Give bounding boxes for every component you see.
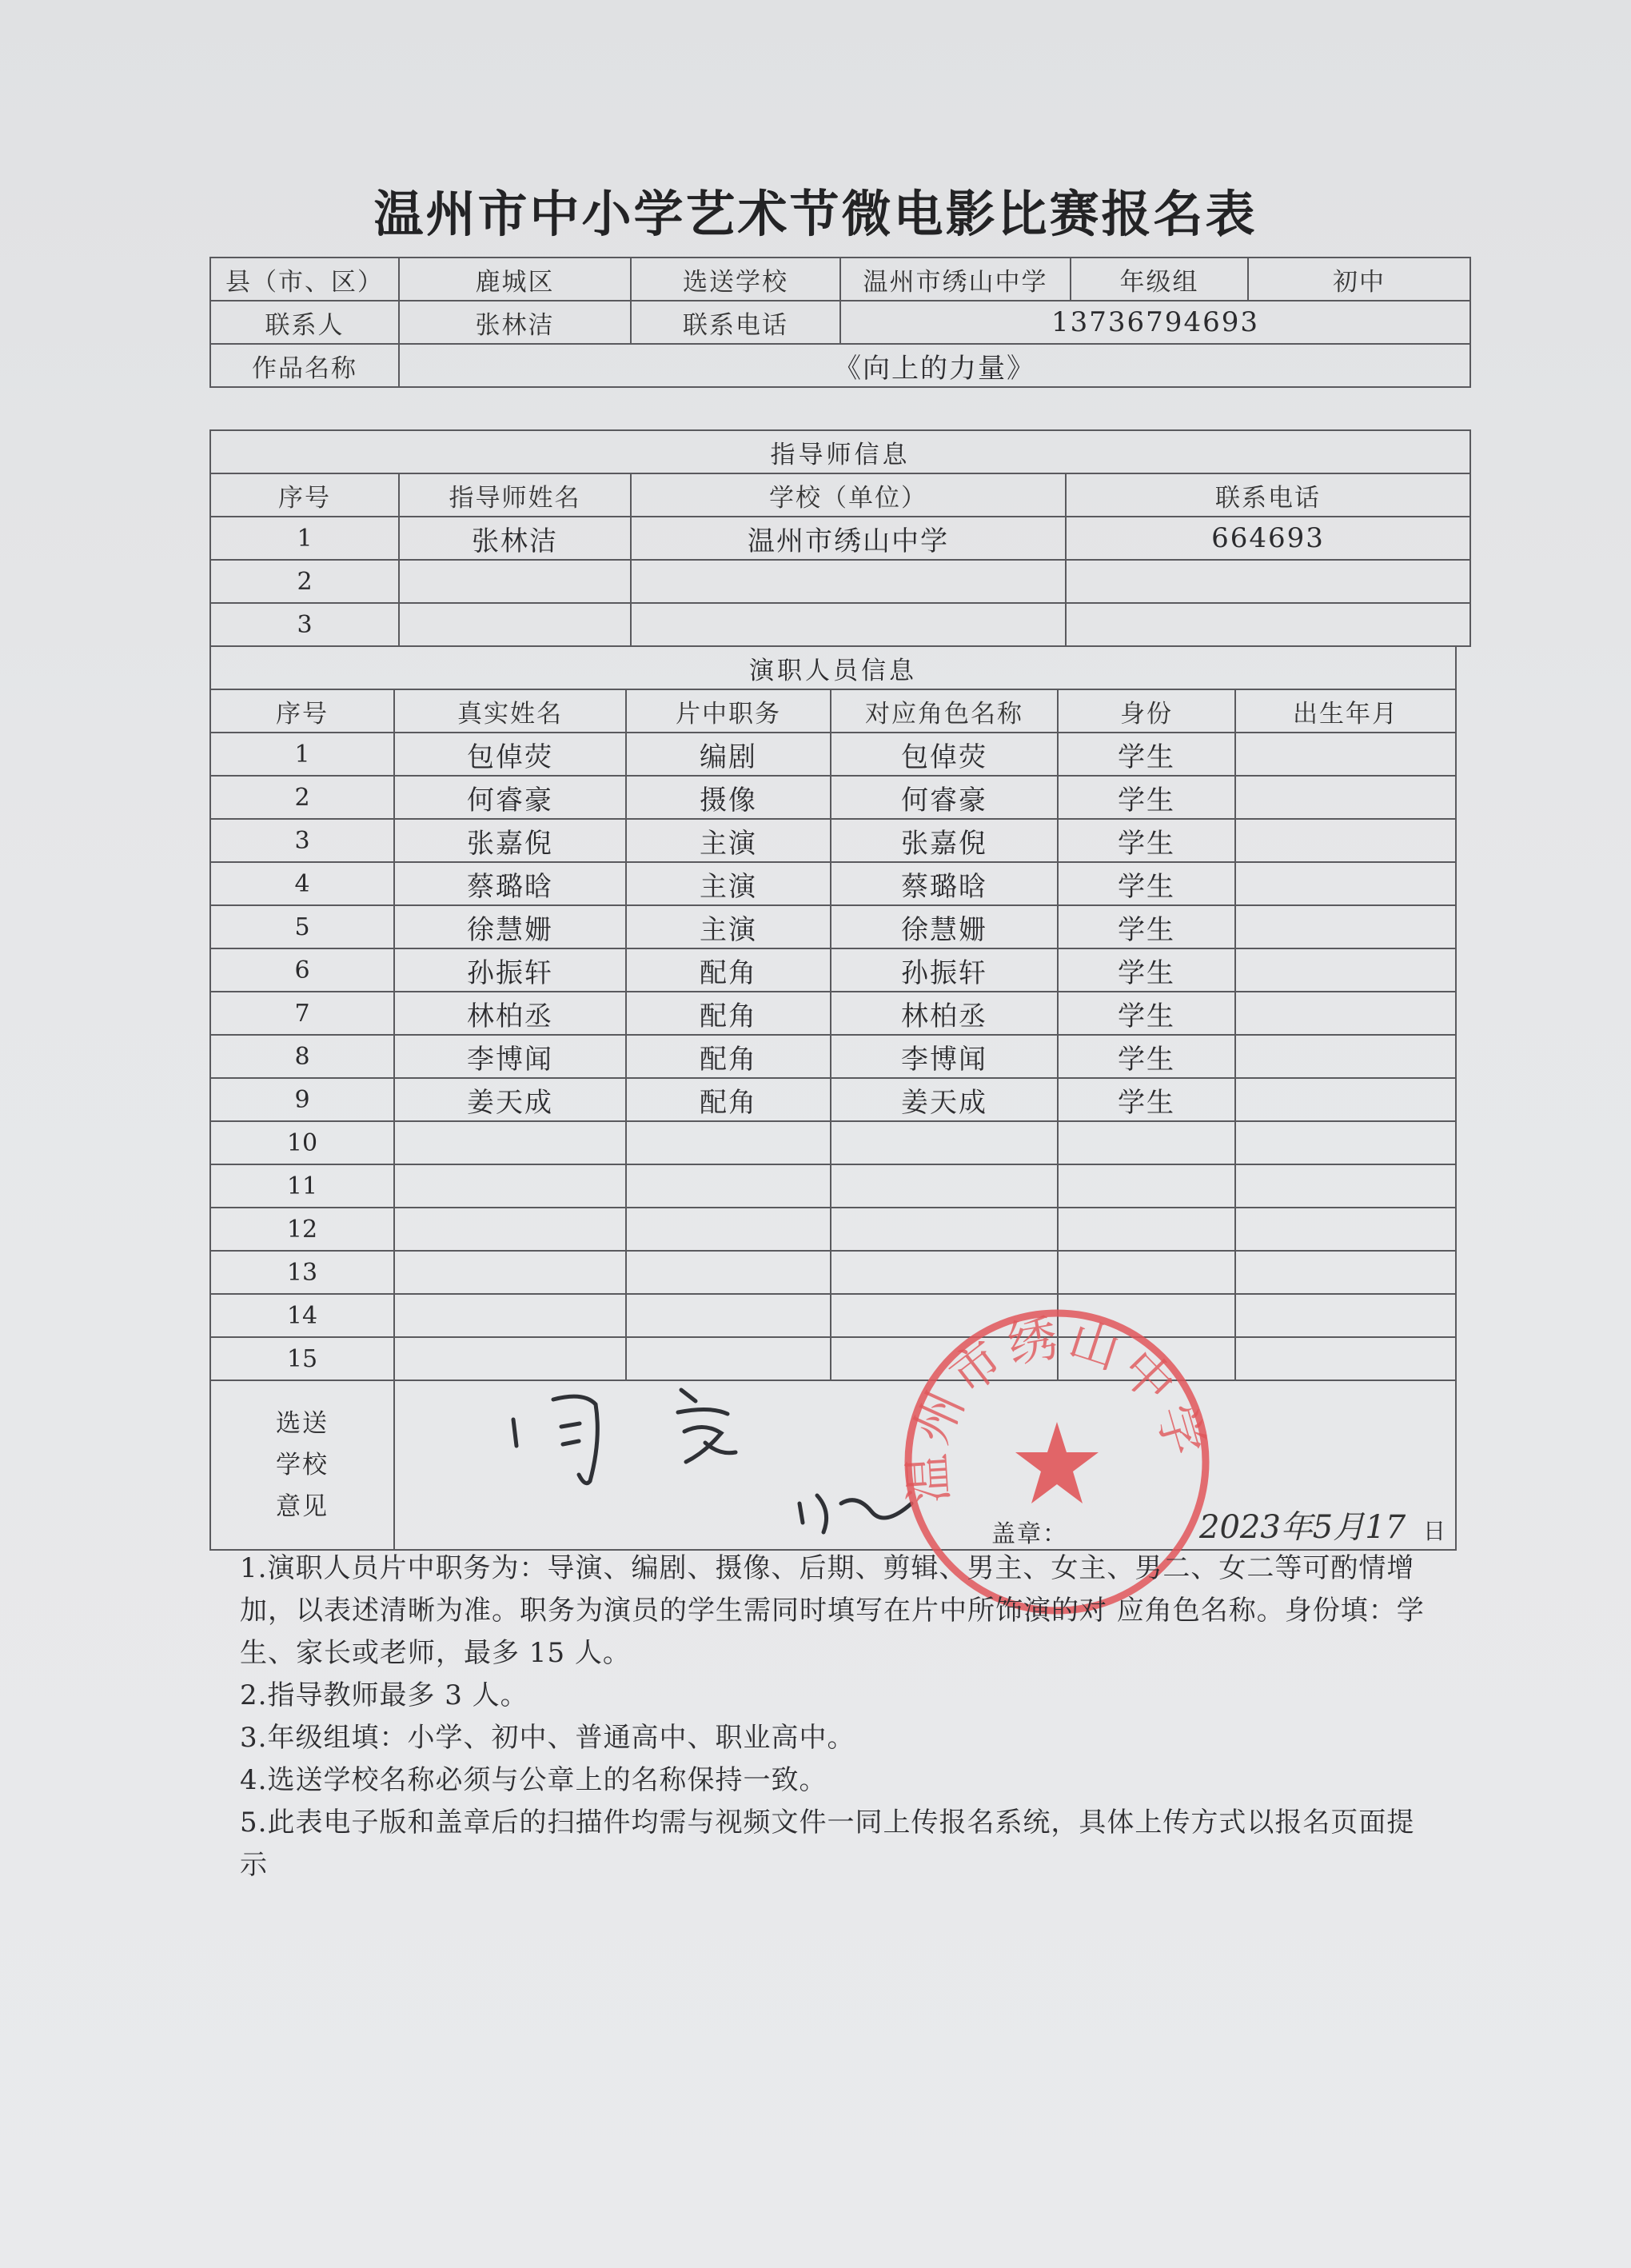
cast-identity: 学生 <box>1058 862 1235 905</box>
cast-role <box>831 1121 1058 1164</box>
column-header: 身份 <box>1058 689 1235 733</box>
cast-birth <box>1235 1121 1456 1164</box>
cast-identity <box>1058 1251 1235 1294</box>
work-label: 作品名称 <box>210 344 399 387</box>
cast-birth <box>1235 1035 1456 1078</box>
seal-text: 温州市绣山中学 <box>897 1308 1217 1505</box>
cast-no: 7 <box>210 992 394 1035</box>
cast-birth <box>1235 776 1456 819</box>
cast-role: 李博闻 <box>831 1035 1058 1078</box>
cast-identity: 学生 <box>1058 992 1235 1035</box>
cast-birth <box>1235 948 1456 992</box>
cast-rows <box>210 733 1456 1380</box>
cast-duty <box>626 1251 831 1294</box>
column-header: 真实姓名 <box>394 689 626 733</box>
header-row-2 <box>210 301 1470 344</box>
cast-name <box>394 1164 626 1208</box>
cast-duty: 配角 <box>626 1035 831 1078</box>
cast-birth <box>1235 905 1456 948</box>
cast-identity: 学生 <box>1058 1078 1235 1121</box>
cast-identity: 学生 <box>1058 733 1235 776</box>
cast-name <box>394 1121 626 1164</box>
header-row-3 <box>210 344 1470 387</box>
cast-no: 10 <box>210 1121 394 1164</box>
teacher-section-title: 指导师信息 <box>210 430 1470 473</box>
notes-section <box>240 1547 1439 1887</box>
column-header: 出生年月 <box>1235 689 1456 733</box>
cast-role: 张嘉倪 <box>831 819 1058 862</box>
cast-role: 林柏丞 <box>831 992 1058 1035</box>
teacher-row <box>210 603 1470 646</box>
cast-row <box>210 819 1456 862</box>
county-value: 鹿城区 <box>399 258 631 301</box>
cast-birth <box>1235 862 1456 905</box>
cast-identity <box>1058 1121 1235 1164</box>
cast-row <box>210 992 1456 1035</box>
teacher-section-row <box>210 430 1470 473</box>
cast-no: 8 <box>210 1035 394 1078</box>
column-header: 片中职务 <box>626 689 831 733</box>
teacher-no: 1 <box>210 517 399 560</box>
school-value: 温州市绣山中学 <box>840 258 1071 301</box>
column-header: 对应角色名称 <box>831 689 1058 733</box>
cast-birth <box>1235 733 1456 776</box>
cast-name <box>394 1294 626 1337</box>
teacher-table <box>209 429 1471 647</box>
county-label: 县（市、区） <box>210 258 399 301</box>
teacher-school <box>631 560 1066 603</box>
cast-identity: 学生 <box>1058 1035 1235 1078</box>
cast-name <box>394 1337 626 1380</box>
teacher-phone <box>1066 560 1470 603</box>
contact-label: 联系人 <box>210 301 399 344</box>
cast-no: 12 <box>210 1208 394 1251</box>
cast-birth <box>1235 1251 1456 1294</box>
column-header: 联系电话 <box>1066 473 1470 517</box>
note-item: 3.年级组填：小学、初中、普通高中、职业高中。 <box>240 1722 855 1754</box>
opinion-label-line: 意见 <box>276 1492 329 1521</box>
cast-row <box>210 1035 1456 1078</box>
cast-duty: 摄像 <box>626 776 831 819</box>
cast-role <box>831 1164 1058 1208</box>
teacher-school <box>631 603 1066 646</box>
cast-no: 6 <box>210 948 394 992</box>
cast-name <box>394 1208 626 1251</box>
cast-duty: 主演 <box>626 905 831 948</box>
cast-no: 11 <box>210 1164 394 1208</box>
cast-row <box>210 1337 1456 1380</box>
cast-identity: 学生 <box>1058 905 1235 948</box>
cast-row <box>210 733 1456 776</box>
cast-row <box>210 1078 1456 1121</box>
cast-no: 3 <box>210 819 394 862</box>
cast-role: 徐慧姗 <box>831 905 1058 948</box>
teacher-row <box>210 517 1470 560</box>
school-label: 选送学校 <box>631 258 840 301</box>
cast-no: 1 <box>210 733 394 776</box>
cast-no: 15 <box>210 1337 394 1380</box>
cast-duty <box>626 1121 831 1164</box>
teacher-header-row <box>210 473 1470 517</box>
cast-name: 徐慧姗 <box>394 905 626 948</box>
cast-no: 2 <box>210 776 394 819</box>
cast-role: 孙振轩 <box>831 948 1058 992</box>
teacher-name <box>399 603 631 646</box>
cast-row <box>210 1121 1456 1164</box>
cast-identity: 学生 <box>1058 819 1235 862</box>
phone-value: 13736794693 <box>840 301 1470 344</box>
cast-row <box>210 1251 1456 1294</box>
cast-row <box>210 905 1456 948</box>
column-header: 序号 <box>210 473 399 517</box>
cast-row <box>210 862 1456 905</box>
teacher-row <box>210 560 1470 603</box>
cast-section-title: 演职人员信息 <box>210 646 1456 689</box>
teacher-name: 张林洁 <box>399 517 631 560</box>
cast-header-row <box>210 689 1456 733</box>
cast-birth <box>1235 1078 1456 1121</box>
cast-duty <box>626 1294 831 1337</box>
cast-name: 何睿豪 <box>394 776 626 819</box>
cast-identity: 学生 <box>1058 948 1235 992</box>
cast-name: 李博闻 <box>394 1035 626 1078</box>
cast-row <box>210 1164 1456 1208</box>
column-header: 序号 <box>210 689 394 733</box>
column-header: 学校（单位） <box>631 473 1066 517</box>
contact-value: 张林洁 <box>399 301 631 344</box>
teacher-no: 3 <box>210 603 399 646</box>
cast-name: 蔡璐晗 <box>394 862 626 905</box>
cast-name: 姜天成 <box>394 1078 626 1121</box>
cast-duty <box>626 1164 831 1208</box>
cast-role: 蔡璐晗 <box>831 862 1058 905</box>
cast-no: 13 <box>210 1251 394 1294</box>
cast-name: 张嘉倪 <box>394 819 626 862</box>
teacher-phone <box>1066 603 1470 646</box>
cast-role <box>831 1251 1058 1294</box>
cast-name: 孙振轩 <box>394 948 626 992</box>
cast-section-row <box>210 646 1456 689</box>
work-value: 《向上的力量》 <box>399 344 1470 387</box>
cast-duty: 配角 <box>626 992 831 1035</box>
note-item: 1.演职人员片中职务为：导演、编剧、摄像、后期、剪辑、男主、女主、男二、女二等可酌情增加，以表述清晰为准。职务为演员的学生需同时填写在片中所饰演的对 应角色名称。身份填：学生、家长或老师，最多 15 人。 <box>240 1552 1425 1669</box>
cast-role: 包倬荧 <box>831 733 1058 776</box>
cast-birth <box>1235 819 1456 862</box>
cast-birth <box>1235 1294 1456 1337</box>
grade-label: 年级组 <box>1071 258 1248 301</box>
form-title: 温州市中小学艺术节微电影比赛报名表 <box>373 185 1258 243</box>
teacher-name <box>399 560 631 603</box>
grade-value: 初中 <box>1248 258 1470 301</box>
cast-role: 姜天成 <box>831 1078 1058 1121</box>
date-suffix: 日 <box>1423 1518 1446 1544</box>
cast-role: 何睿豪 <box>831 776 1058 819</box>
cast-identity: 学生 <box>1058 776 1235 819</box>
stamp-label: 盖章： <box>991 1520 1068 1548</box>
cast-identity <box>1058 1208 1235 1251</box>
cast-role <box>831 1208 1058 1251</box>
cast-birth <box>1235 1337 1456 1380</box>
handwritten-date: 2023年5月17 <box>1199 1509 1406 1546</box>
cast-birth <box>1235 992 1456 1035</box>
teacher-no: 2 <box>210 560 399 603</box>
cast-duty: 主演 <box>626 862 831 905</box>
cast-row <box>210 776 1456 819</box>
opinion-label-line: 选送 <box>276 1409 329 1438</box>
phone-label: 联系电话 <box>631 301 840 344</box>
cast-row <box>210 948 1456 992</box>
cast-no: 5 <box>210 905 394 948</box>
cast-row <box>210 1208 1456 1251</box>
note-item: 2.指导教师最多 3 人。 <box>240 1679 528 1711</box>
header-row-1 <box>210 258 1470 301</box>
cast-identity <box>1058 1164 1235 1208</box>
column-header: 指导师姓名 <box>399 473 631 517</box>
teacher-school: 温州市绣山中学 <box>631 517 1066 560</box>
cast-duty: 编剧 <box>626 733 831 776</box>
cast-name: 包倬荧 <box>394 733 626 776</box>
cast-duty <box>626 1208 831 1251</box>
opinion-label <box>210 1380 394 1550</box>
opinion-label-line: 学校 <box>276 1451 329 1479</box>
cast-name <box>394 1251 626 1294</box>
cast-duty <box>626 1337 831 1380</box>
cast-duty: 配角 <box>626 1078 831 1121</box>
teacher-phone: 664693 <box>1066 517 1470 560</box>
header-info-table <box>209 257 1471 388</box>
cast-duty: 配角 <box>626 948 831 992</box>
cast-birth <box>1235 1164 1456 1208</box>
note-item: 4.选送学校名称必须与公章上的名称保持一致。 <box>240 1764 827 1796</box>
cast-no: 9 <box>210 1078 394 1121</box>
note-item: 5.此表电子版和盖章后的扫描件均需与视频文件一同上传报名系统，具体上传方式以报名页面提示 <box>240 1807 1415 1881</box>
cast-birth <box>1235 1208 1456 1251</box>
cast-no: 4 <box>210 862 394 905</box>
cast-name: 林柏丞 <box>394 992 626 1035</box>
cast-row <box>210 1294 1456 1337</box>
cast-no: 14 <box>210 1294 394 1337</box>
cast-duty: 主演 <box>626 819 831 862</box>
